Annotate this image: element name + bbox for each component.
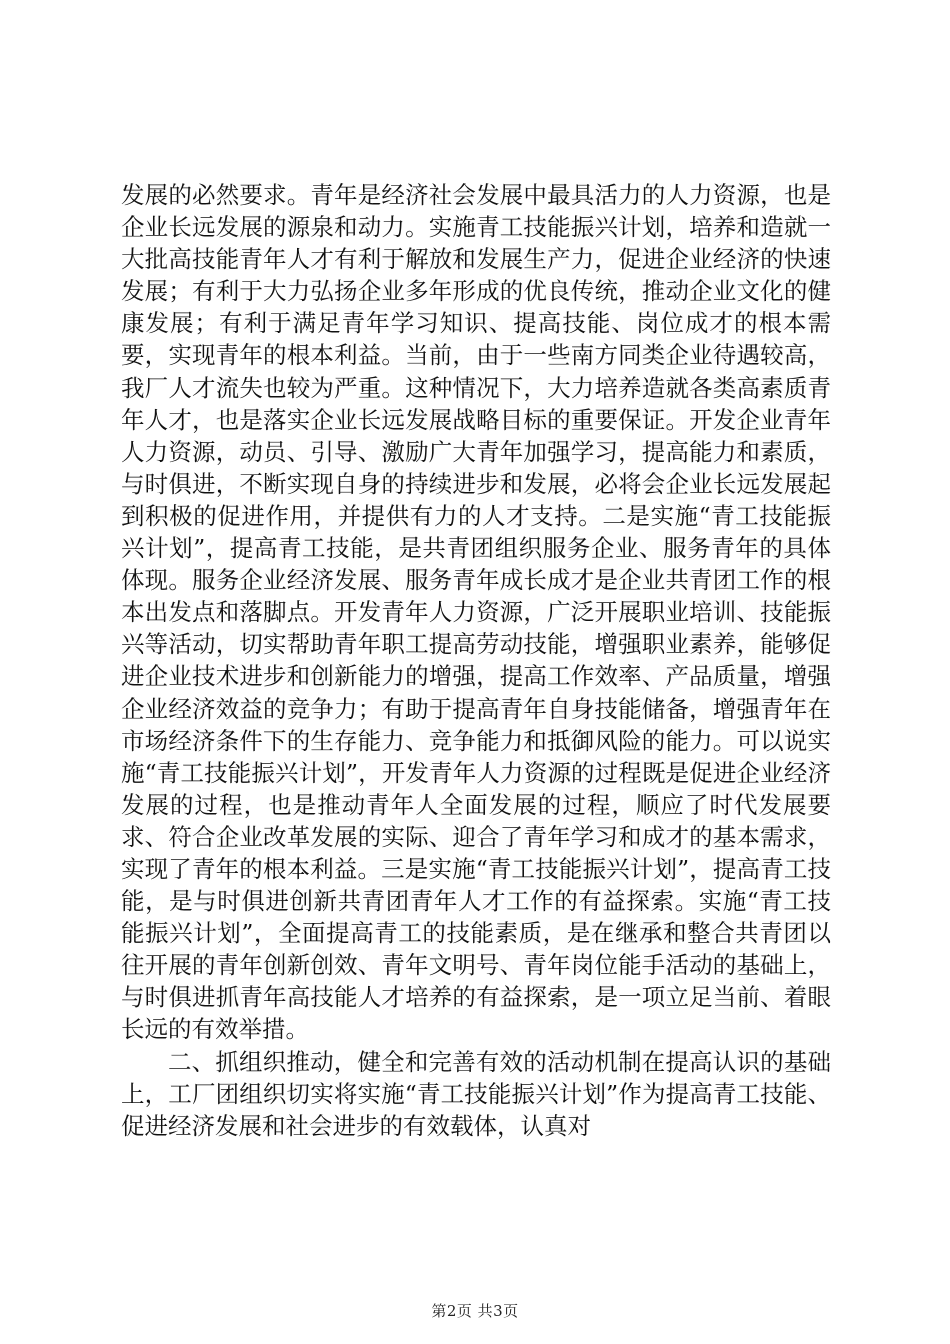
paragraph-section-two: 二、抓组织推动，健全和完善有效的活动机制在提高认识的基础上，工厂团组织切实将实施“青工技能振兴计划”作为提高青工技能、促进经济发展和社会进步的有效载体，认真对 — [121, 1047, 831, 1140]
page-footer: 第2页 共3页 — [431, 1302, 519, 1320]
paragraph-continuation: 发展的必然要求。青年是经济社会发展中最具活力的人力资源，也是企业长远发展的源泉和动力。实施青工技能振兴计划，培养和造就一大批高技能青年人才有利于解放和发展生产力，促进企业经济的快速发展；有利于大力弘扬企业多年形成的优良传统，推动企业文化的健康发展；有利于满足青年学习知识、提高技能、岗位成才的根本需要，实现青年的根本利益。当前，由于一些南方同类企业待遇较高，我厂人才流失也较为严重。这种情况下，大力培养造就各类高素质青年人才，也是落实企业长远发展战略目标的重要保证。开发企业青年人力资源，动员、引导、激励广大青年加强学习，提高能力和素质，与时俱进，不断实现自身的持续进步和发展，必将会企业长远发展起到积极的促进作用，并提供有力的人才支持。二是实施“青工技能振兴计划”，提高青工技能，是共青团组织服务企业、服务青年的具体体现。服务企业经济发展、服务青年成长成才是企业共青团工作的根本出发点和落脚点。开发青年人力资源，广泛开展职业培训、技能振兴等活动，切实帮助青年职工提高劳动技能，增强职业素养，能够促进企业技术进步和创新能力的增强，提高工作效率、产品质量，增强企业经济效益的竞争力；有助于提高青年自身技能储备，增强青年在市场经济条件下的生存能力、竞争能力和抵御风险的能力。可以说实施“青工技能振兴计划”，开发青年人力资源的过程既是促进企业经济发展的过程，也是推动青年人全面发展的过程，顺应了时代发展要求、符合企业改革发展的实际、迎合了青年学习和成才的基本需求，实现了青年的根本利益。三是实施“青工技能振兴计划”，提高青工技能，是与时俱进创新共青团青年人才工作的有益探索。实施“青工技能振兴计划”，全面提高青工的技能素质，是在继承和整合共青团以往开展的青年创新创效、青年文明号、青年岗位能手活动的基础上，与时俱进抓青年高技能人才培养的有益探索，是一项立足当前、着眼长远的有效举措。 — [121, 181, 831, 1044]
document-body — [121, 179, 831, 1142]
